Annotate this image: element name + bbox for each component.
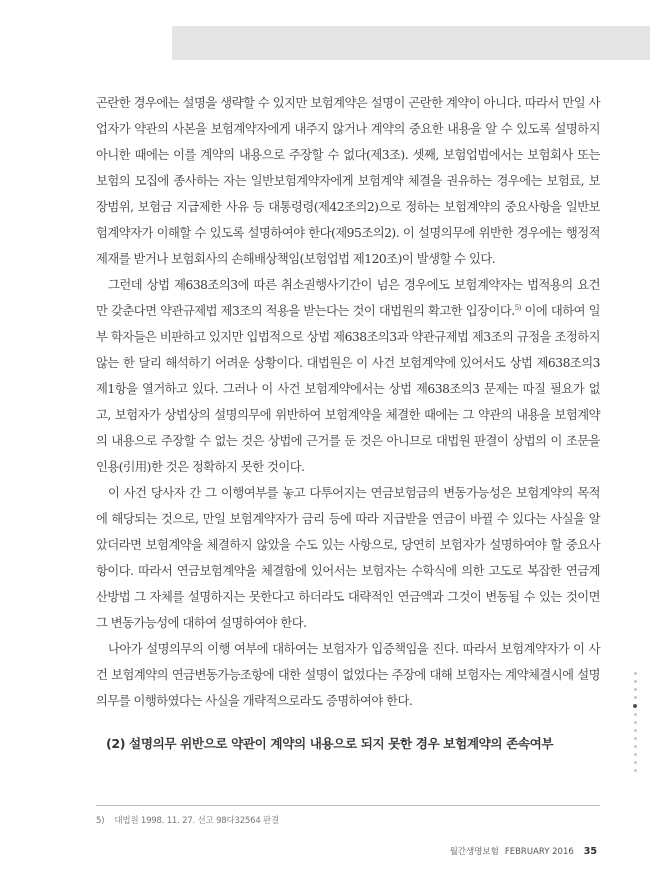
page-number: 35 [583,846,597,857]
paragraph-2-continued: 이에 대하여 일부 학자들은 비판하고 있지만 입법적으로 상법 제638조의3과 약관규제법 제3조의 규정을 조정하지 않는 한 달리 해석하기 어려운 상황이다. 대법원은 이 사건 보험계약에 있어서도 상법 제638조의3 제1항을 열거하고 있다. 그러나 이 사건 보험계약에서는 상법 제638조의3 문제는 따질 필요가 없고, 보험자가 상법상의 설명의무에 위반하여 보험계약을 체결한 때에는 그 약관의 내용을 보험계약의 내용으로 주장할 수 없는 것은 상법에 근거를 둔 것은 아니므로 대법원 판결이 상법의 이 조문을 인용(引用)한 것은 정확하지 못한 것이다. [96,304,601,474]
page-dot-active [633,704,637,708]
page-dot [634,713,637,716]
page-dot [634,753,637,756]
footnote-reference[interactable]: 5) [514,304,521,312]
page-dot [634,761,637,764]
page-dot [634,680,637,683]
paragraph-2-text: 그런데 상법 제638조의3에 따른 취소권행사기간이 넘은 경우에도 보험계약자는 법적용의 요건만 갖춘다면 약관규제법 제3조의 적용을 받는다는 것이 대법원의 확고한 입장이다. [96,278,600,318]
page-dot [634,769,637,772]
page-dot [634,737,637,740]
page-dot [634,745,637,748]
footnote-text: 대법원 1998. 11. 27. 선고 98다32564 판결 [114,816,280,826]
page-dot [634,672,637,675]
footnote-number: 5) [96,816,105,826]
journal-name: 월간생명보험 [449,847,499,857]
section-heading: (2) 설명의무 위반으로 약관이 계약의 내용으로 되지 못한 경우 보험계약의 존속여부 [106,736,554,751]
page-dot [634,688,637,691]
header-bar [172,26,650,60]
footnote [96,814,279,826]
paragraph-2 [96,272,600,480]
paragraph-3: 이 사건 당사자 간 그 이행여부를 놓고 다투어지는 연금보험금의 변동가능성은 보험계약의 목적에 해당되는 것으로, 만일 보험계약자가 금리 등에 따라 지급받을 연금이 바뀔 수 있다는 사실을 알았더라면 보험계약을 체결하지 않았을 수도 있는 사항으로, 당연히 보험자가 설명하여야 할 중요사항이다. 따라서 연금보험계약을 체결함에 있어서는 보험자는 수학식에 의한 고도로 복잡한 연금계산방법 그 자체를 설명하지는 못한다고 하더라도 대략적인 연금액과 그것이 변동될 수 있는 것이면 그 변동가능성에 대하여 설명하여야 한다. [96,486,600,630]
page-dot [634,696,637,699]
article-body [96,90,600,714]
page-footer [450,845,597,857]
footnote-divider [96,805,600,806]
page-dot [634,721,637,724]
issue-date: FEBRUARY 2016 [504,847,574,857]
paragraph-1: 곤란한 경우에는 설명을 생략할 수 있지만 보험계약은 설명이 곤란한 계약이 아니다. 따라서 만일 사업자가 약관의 사본을 보험계약자에게 내주지 않거나 계약의 중요한 내용을 알 수 있도록 설명하지 아니한 때에는 이를 계약의 내용으로 주장할 수 없다(제3조). 셋째, 보험업법에서는 보험회사 또는 보험의 모집에 종사하는 자는 일반보험계약자에게 보험계약 체결을 권유하는 경우에는 보험료, 보장범위, 보험금 지급제한 사유 등 대통령령(제42조의2)으로 정하는 보험계약의 중요사항을 일반보험계약자가 이해할 수 있도록 설명하여야 한다(제95조의2). 이 설명의무에 위반한 경우에는 행정적 제재를 받거나 보험회사의 손해배상책임(보험업법 제120조)이 발생할 수 있다. [96,96,600,266]
page-indicator [632,672,638,777]
page-dot [634,729,637,732]
paragraph-4: 나아가 설명의무의 이행 여부에 대하여는 보험자가 입증책임을 진다. 따라서 보험계약자가 이 사건 보험계약의 연금변동가능조항에 대한 설명이 없었다는 주장에 대해 보험자는 계약체결시에 설명의무를 이행하였다는 사실을 개략적으로라도 증명하여야 한다. [96,642,600,708]
